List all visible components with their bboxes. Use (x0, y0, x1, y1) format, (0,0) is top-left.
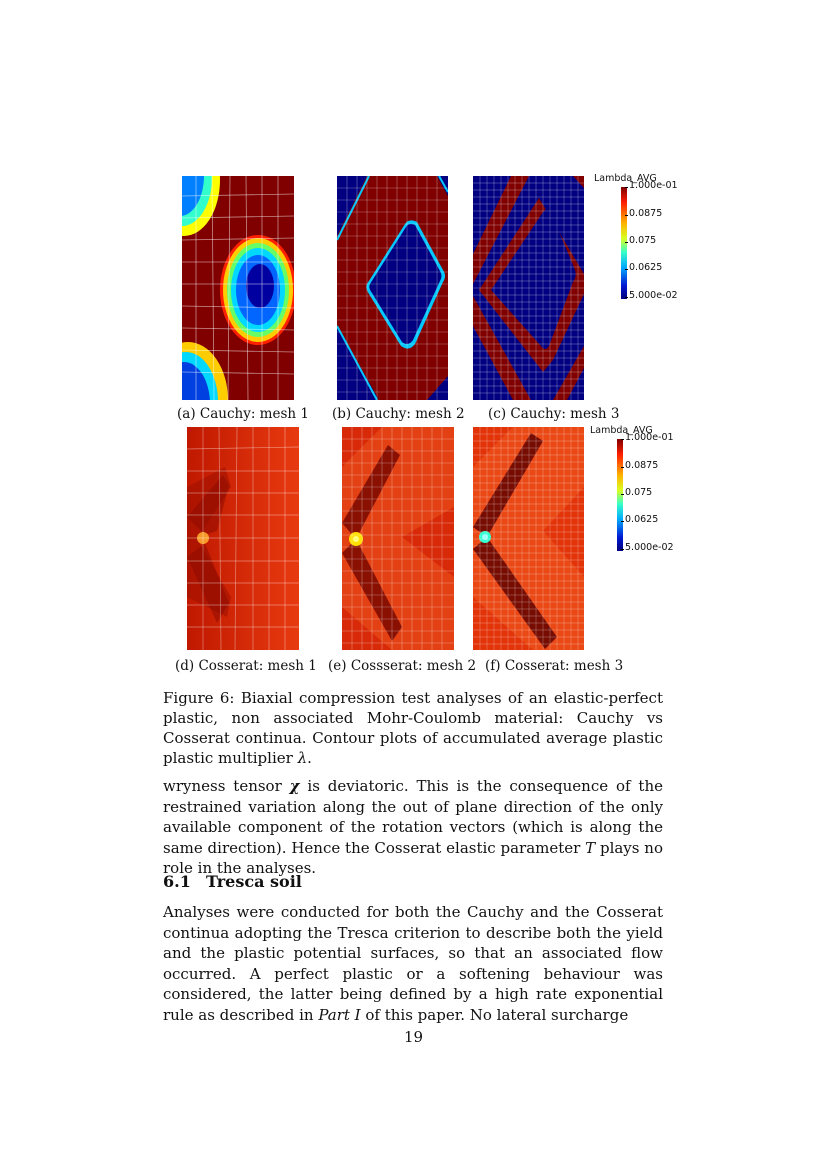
subfigure-label-b: (b) Cauchy: mesh 2 (332, 406, 465, 422)
section-number: 6.1 (163, 872, 191, 891)
contour-plot-e (342, 427, 454, 650)
paragraph-1 (163, 776, 663, 879)
section-heading (163, 872, 302, 891)
caption-prefix: Figure 6: (163, 689, 235, 707)
colorbar-bottom-tick-4: 5.000e-02 (625, 542, 674, 553)
chi-symbol: χ (289, 777, 300, 795)
paragraph-2-italic: Part I (318, 1005, 361, 1024)
colorbar-top-tick-2: 0.075 (629, 235, 657, 246)
caption-text: Biaxial compression test analyses of an elastic-perfect plastic, non associated Mohr-Coulomb material: Cauchy vs Cosserat continua. Contour plots of accumulated average plastic plastic multiplier (163, 689, 663, 767)
caption-end: . (307, 749, 312, 767)
subfigure-label-a: (a) Cauchy: mesh 1 (177, 406, 309, 422)
colorbar-bottom-tick-0: 1.000e-01 (625, 432, 674, 443)
paragraph-1-end: plays no role in the analyses. (163, 838, 663, 877)
page-number: 19 (403, 1028, 424, 1046)
paragraph-2-pre: Analyses were conducted for both the Cauchy and the Cosserat continua adopting the Tresca criterion to describe both the yield and the plastic potential surfaces, so that an associated flow occurred. A perfect plastic or a softening behaviour was considered, the latter being defined by a high rate exponential rule as described in (163, 903, 663, 1024)
contour-plot-a (182, 176, 294, 400)
t-symbol: T (585, 838, 596, 857)
subfigure-label-d: (d) Cosserat: mesh 1 (175, 658, 317, 674)
colorbar-bottom-tick-3: 0.0625 (625, 514, 659, 525)
colorbar-title-top: Lambda_AVG (594, 173, 657, 184)
contour-plot-d (187, 427, 299, 650)
colorbar-bottom-tick-1: 0.0875 (625, 460, 659, 471)
subfigure-label-f: (f) Cosserat: mesh 3 (485, 658, 624, 674)
colorbar-top-tick-4: 5.000e-02 (629, 290, 678, 301)
colorbar-top-tick-0: 1.000e-01 (629, 180, 678, 191)
paragraph-2-post: of this paper. No lateral surcharge (365, 1005, 629, 1024)
colorbar-bottom (617, 439, 623, 551)
colorbar-top (621, 187, 627, 299)
contour-plot-c (473, 176, 584, 400)
colorbar-title-bottom: Lambda_AVG (590, 425, 653, 436)
caption-symbol: λ (297, 749, 308, 767)
paragraph-2 (163, 902, 663, 1025)
subfigure-label-c: (c) Cauchy: mesh 3 (488, 406, 620, 422)
section-title: Tresca soil (206, 872, 302, 891)
paragraph-1-pre: wryness tensor (163, 777, 282, 795)
contour-plot-f (473, 427, 584, 650)
colorbar-bottom-tick-2: 0.075 (625, 487, 653, 498)
colorbar-top-tick-1: 0.0875 (629, 208, 663, 219)
paragraph-1-post: is deviatoric. This is the consequence of the restrained variation along the out of plane direction of the only available component of the rotation vectors (which is along the same direction). Hence the Cosserat elastic parameter (163, 777, 663, 857)
subfigure-label-e: (e) Cossserat: mesh 2 (328, 658, 477, 674)
colorbar-top-tick-3: 0.0625 (629, 262, 663, 273)
contour-plot-b (337, 176, 448, 400)
figure-caption (163, 688, 663, 768)
